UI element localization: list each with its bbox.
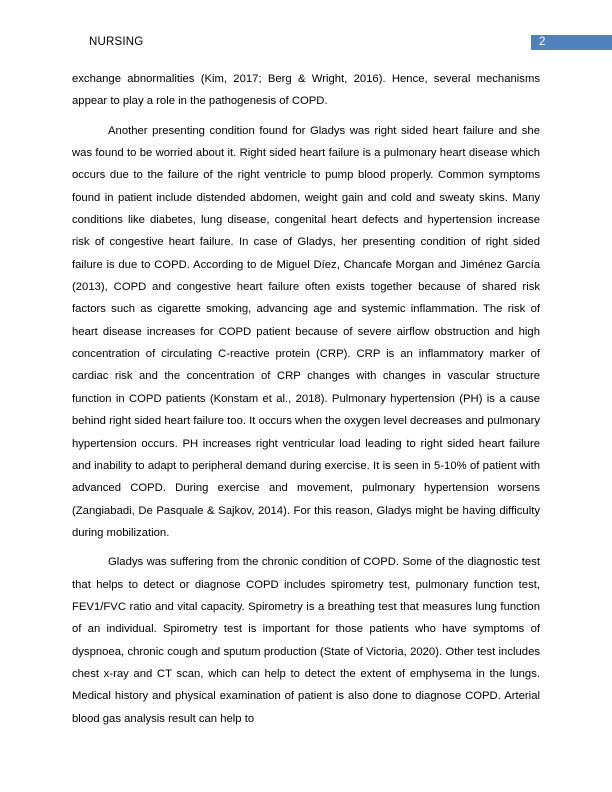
page-number-badge: [531, 35, 612, 50]
running-header-title: NURSING: [89, 36, 144, 48]
document-body: [72, 68, 540, 737]
page-number: 2: [539, 36, 546, 48]
paragraph-heart-failure: Another presenting condition found for Gladys was right sided heart failure and she was found to be worried about it. Right sided heart failure is a pulmonary heart disease which occurs due to the failure of the right ventricle to pump blood properly. Common symptoms found in patient include distended abdomen, weight gain and cold and sweaty skins. Many conditions like diabetes, lung disease, congenital heart defects and hypertension increase risk of congestive heart failure. In case of Gladys, her presenting condition of right sided failure is due to COPD. According to de Miguel Díez, Chancafe Morgan and Jiménez García (2013), COPD and congestive heart failure often exists together because of shared risk factors such as cigarette smoking, advancing age and systemic inflammation. The risk of heart disease increases for COPD patient because of severe airflow obstruction and high concentration of circulating C-reactive protein (CRP). CRP is an inflammatory marker of cardiac risk and the concentration of CRP changes with changes in vascular structure function in COPD patients (Konstam et al., 2018). Pulmonary hypertension (PH) is a cause behind right sided heart failure too. It occurs when the oxygen level decreases and pulmonary hypertension occurs. PH increases right ventricular load leading to right sided heart failure and inability to adapt to peripheral demand during exercise. It is seen in 5-10% of patient with advanced COPD. During exercise and movement, pulmonary hypertension worsens (Zangiabadi, De Pasquale & Sajkov, 2014). For this reason, Gladys might be having difficulty during mobilization.: [72, 124, 540, 539]
paragraph-diagnosis: Gladys was suffering from the chronic condition of COPD. Some of the diagnostic test that helps to detect or diagnose COPD includes spirometry test, pulmonary function test, FEV1/FVC ratio and vital capacity. Spirometry is a breathing test that measures lung function of an individual. Spirometry test is important for those patients who have symptoms of dyspnoea, chronic cough and sputum production (State of Victoria, 2020). Other test includes chest x-ray and CT scan, which can help to detect the extent of emphysema in the lungs. Medical history and physical examination of patient is also done to diagnose COPD. Arterial blood gas analysis result can help to: [72, 556, 540, 725]
paragraph-continuation: exchange abnormalities (Kim, 2017; Berg & Wright, 2016). Hence, several mechanisms appear to play a role in the pathogenesis of COPD.: [72, 73, 540, 108]
